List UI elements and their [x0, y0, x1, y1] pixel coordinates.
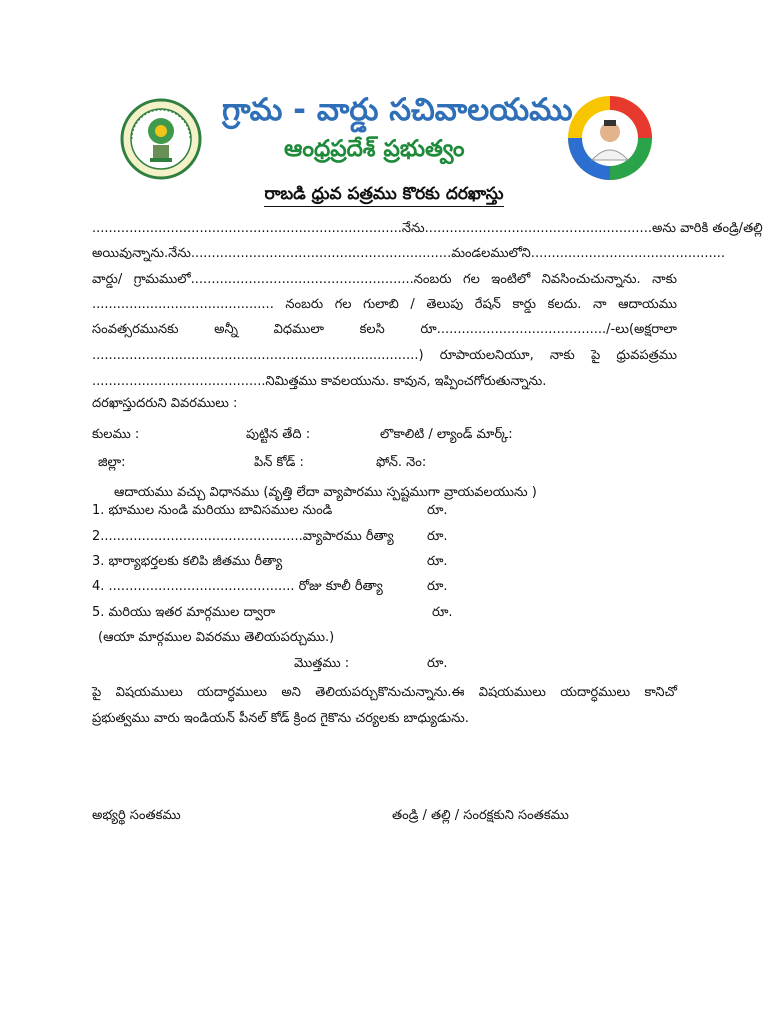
total-rupee: రూ. [427, 656, 448, 671]
body-line: ............................................ నంబరు గల గులాబి / తెలుపు రేషన్ కార్డు కలదు. నా ఆదాయము [92, 297, 677, 312]
applicant-signature-label: అభ్యర్థి సంతకము [92, 808, 181, 823]
body-line: ...........................................................................నేను.......................................................అను వారికి తండ్రి/తల్లి [92, 221, 763, 236]
dob-label: పుట్టిన తేది : [246, 427, 311, 442]
declaration-line: ప్రభుత్వము వారు ఇండియన్ పీనల్ కోడ్ క్రింద గైకొను చర్యలకు బాధ్యుడును. [92, 711, 469, 726]
header-subtitle: ఆంధ్రప్రదేశ్ ప్రభుత్వం [284, 136, 465, 162]
body-line: అయివున్నాను.నేను...............................................................మండలములోని............................................... [92, 246, 726, 261]
applicant-details-heading: దరఖాస్తుదరుని వివరములు : [92, 396, 238, 411]
locality-label: లొకాలిటి / ల్యాండ్ మార్క్: [380, 427, 513, 442]
body-line: ...............................................................................) రూపాయలనియూ, నాకు పై ధ్రువపత్రము [92, 348, 677, 363]
header-title: గ్రామ - వార్డు సచివాలయము [222, 92, 573, 128]
income-row-rupee: రూ. [432, 605, 453, 620]
body-line: సంవత్సరమునకు అన్నీ విధములా కలసి రూ........................................./-లు(అక్షరాలా [92, 322, 677, 337]
guardian-signature-label: తండ్రి / తల్లి / సంరక్షకుని సంతకము [392, 808, 569, 823]
form-title: రాబడి ధ్రువ పత్రము కొరకు దరఖాస్తు [0, 184, 768, 208]
total-label: మొత్తము : [294, 656, 350, 671]
income-row-label: 2.................................................వ్యాపారము రీత్యా [92, 529, 394, 544]
phone-label: ఫోన్. నెం: [376, 455, 427, 470]
pincode-label: పిన్ కోడ్ : [254, 455, 304, 470]
income-row-rupee: రూ. [427, 579, 448, 594]
income-row-label: 1. భూముల నుండి మరియు బావిసముల నుండి [92, 503, 333, 518]
income-note: (ఆయా మార్గముల వివరము తెలియపర్చుము.) [98, 630, 335, 645]
district-label: జిల్లా: [98, 455, 126, 470]
income-row-label: 5. మరియు ఇతర మార్గముల ద్వారా [92, 605, 276, 620]
income-row-rupee: రూ. [427, 529, 448, 544]
income-row-label: 4. ............................................. రోజు కూలీ రీత్యా [92, 579, 383, 594]
navaratnalu-badge-icon [566, 94, 654, 182]
caste-label: కులము : [92, 427, 140, 442]
declaration-line: పై విషయములు యదార్ధములు అని తెలియపర్చుకొనుచున్నాను.ఈ విషయములు యదార్ధములు కానిచో [92, 685, 677, 700]
income-row-label: 3. భార్యాభర్తలకు కలిపి జీతము రీత్యా [92, 554, 283, 569]
ap-state-emblem-icon [120, 98, 202, 180]
body-line: ..........................................నిమిత్తము కావలయును. కావున, ఇప్పించగోరుతున్నాను. [92, 374, 547, 389]
income-row-rupee: రూ. [427, 503, 448, 518]
income-heading: ఆదాయము వచ్చు విధానము (వృత్తి లేదా వ్యాపారము స్పష్టముగా వ్రాయవలయును ) [114, 485, 537, 500]
body-line: వార్డు/ గ్రామములో......................................................నంబరు గల ఇంటిలో నివసించుచున్నాను. నాకు [92, 272, 677, 287]
income-row-rupee: రూ. [427, 554, 448, 569]
